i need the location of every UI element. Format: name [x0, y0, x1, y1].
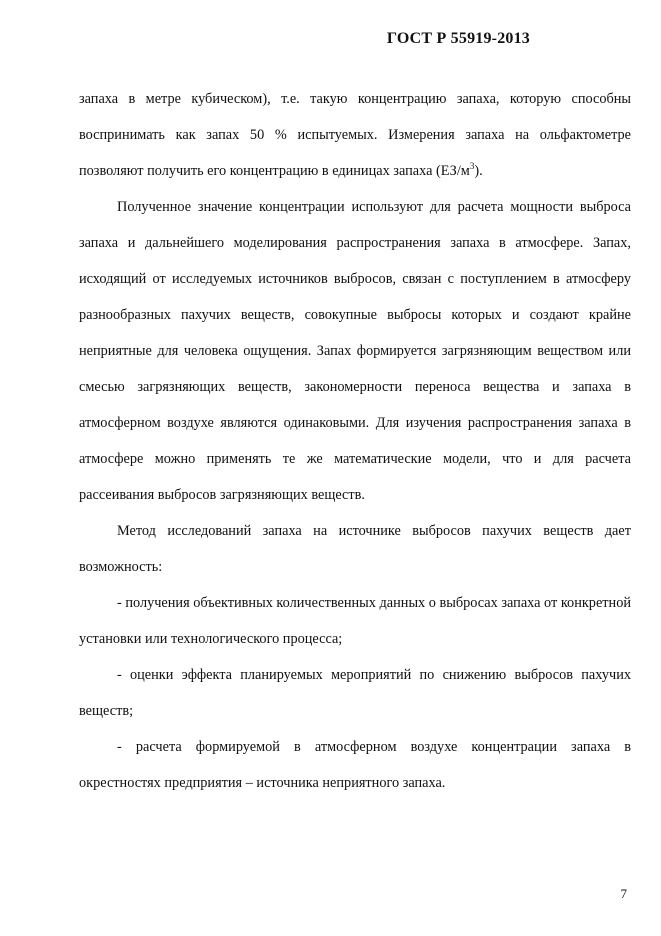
- document-body: [79, 81, 631, 801]
- superscript-exponent: 3: [469, 161, 475, 172]
- paragraph-continuation: [79, 81, 631, 189]
- paragraph-method-intro: Метод исследований запаха на источнике выбросов пахучих веществ дает возможность:: [79, 523, 631, 575]
- list-item-objective-data: - получения объективных количественных данных о выбросах запаха от конкретной установки или технологического процесса;: [79, 595, 631, 647]
- paragraph-continuation-end: ).: [474, 163, 483, 179]
- page-number: 7: [620, 886, 627, 901]
- list-item-concentration-calculation: - расчета формируемой в атмосферном воздухе концентрации запаха в окрестностях предприятия – источника неприятного запаха.: [79, 739, 631, 791]
- list-item-effect-assessment: - оценки эффекта планируемых мероприятий по снижению выбросов пахучих веществ;: [79, 667, 631, 719]
- document-header-standard: ГОСТ Р 55919-2013: [386, 30, 530, 47]
- paragraph-concentration-usage: Полученное значение концентрации используют для расчета мощности выброса запаха и дальнейшего моделирования распространения запаха в атмосфере. Запах, исходящий от исследуемых источников выбросов, связан с поступлением в атмосферу разнообразных пахучих веществ, совокупные выбросы которых и создают крайне неприятные для человека ощущения. Запах формируется загрязняющим веществом или смесью загрязняющих веществ, закономерности переноса вещества и запаха в атмосферном воздухе являются одинаковыми. Для изучения распространения запаха в атмосфере можно применять те же математические модели, что и для расчета рассеивания выбросов загрязняющих веществ.: [79, 199, 631, 503]
- paragraph-continuation-text: запаха в метре кубическом), т.е. такую концентрацию запаха, которую способны воспринимать как запах 50 % испытуемых. Измерения запаха на ольфактометре позволяют получить его концентрацию в единицах запаха (ЕЗ/м: [79, 91, 631, 179]
